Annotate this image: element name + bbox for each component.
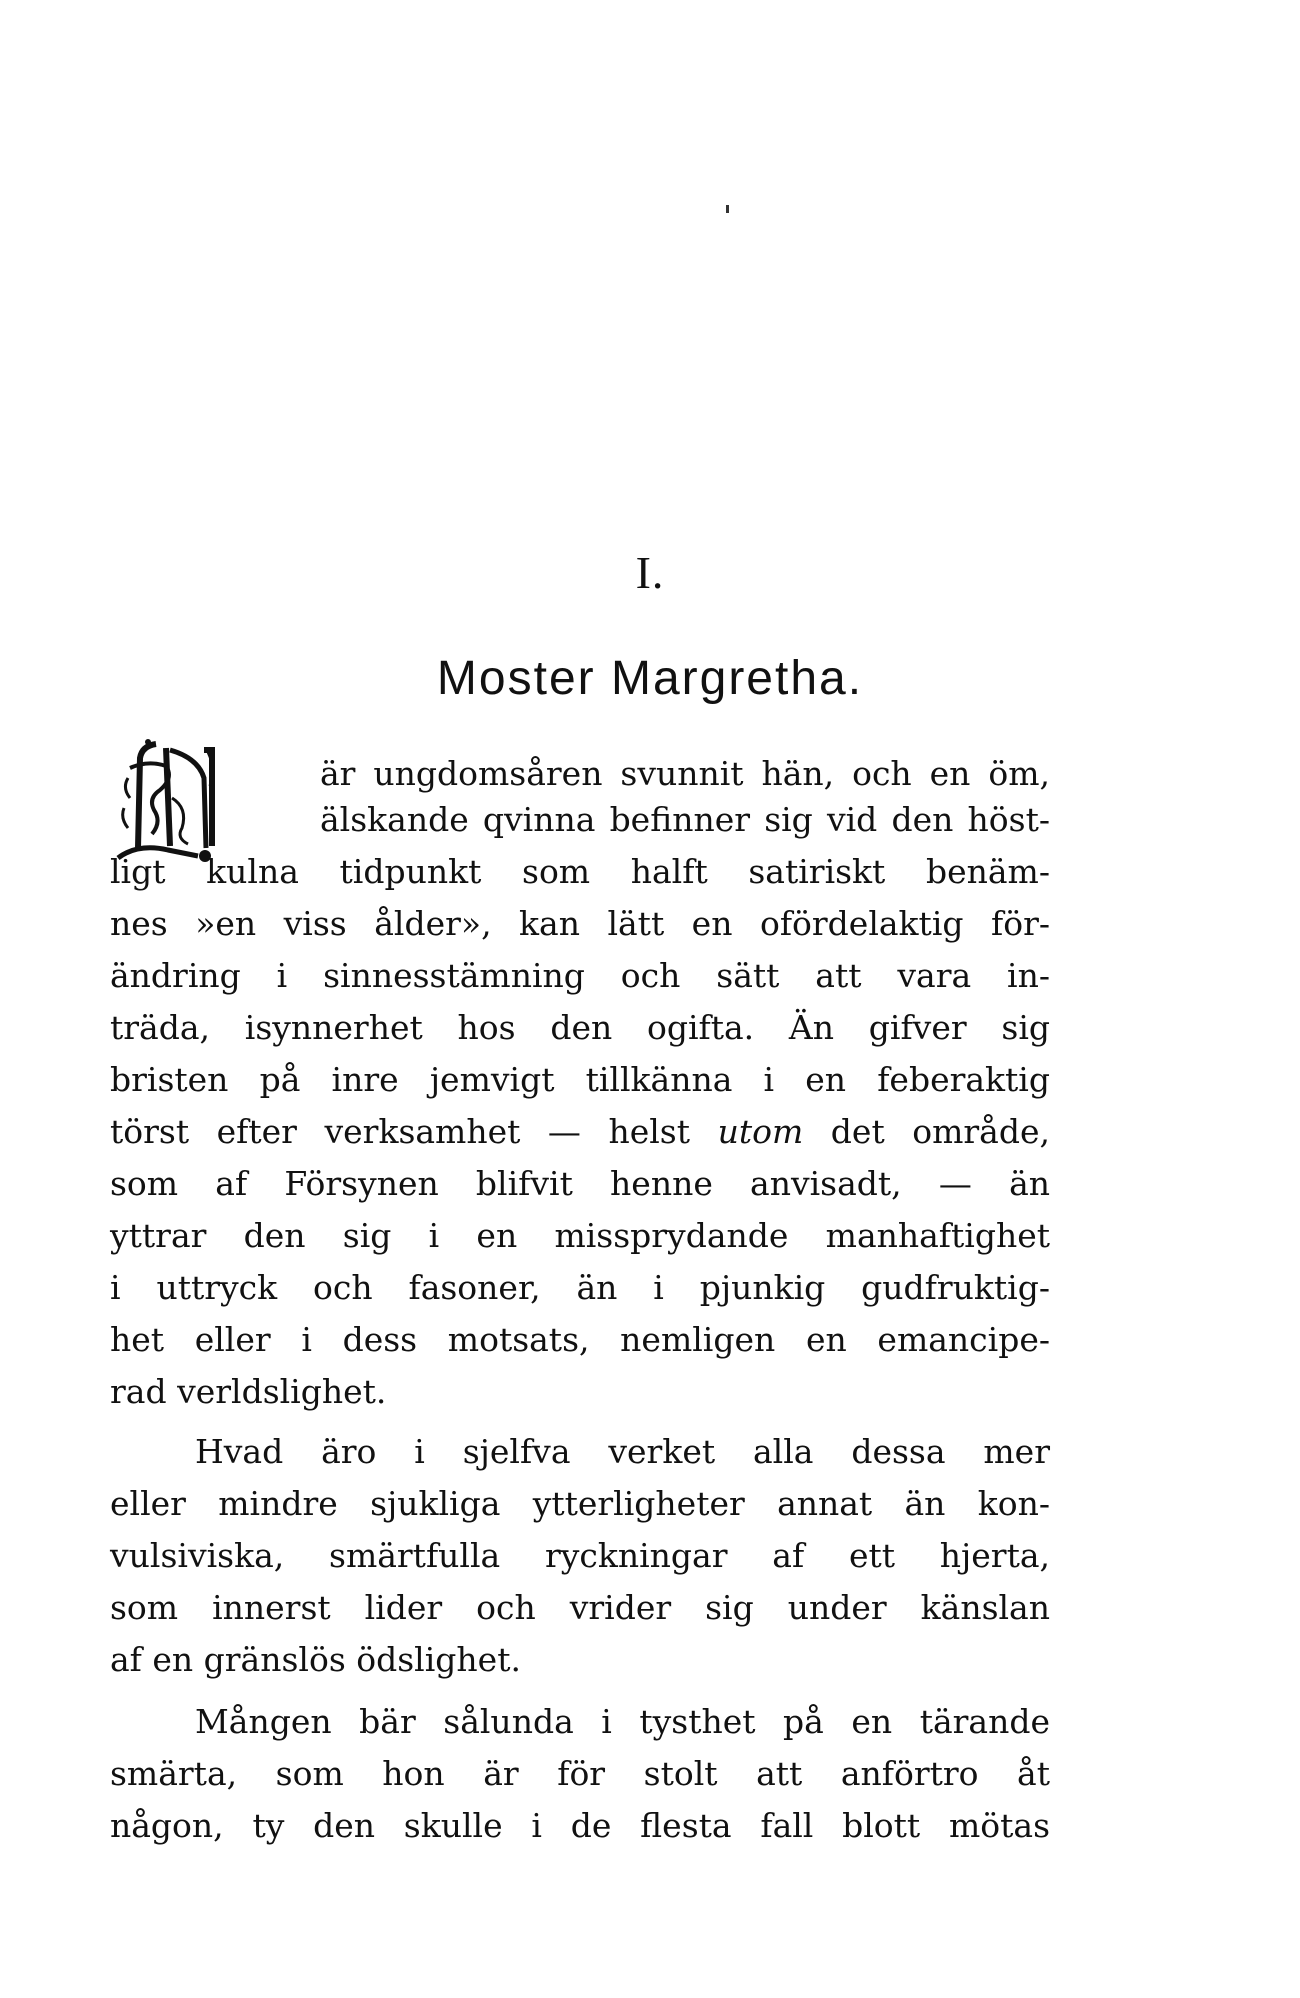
text-line: vulsiviska, smärtfulla ryckningar af ett hjerta, bbox=[110, 1536, 1050, 1575]
chapter-number: I. bbox=[635, 547, 665, 598]
text-line: het eller i dess motsats, nemligen en emancipe- bbox=[110, 1320, 1050, 1359]
text-line: ändring i sinnesstämning och sätt att vara in- bbox=[110, 956, 1050, 995]
text-line: nes »en viss ålder», kan lätt en ofördelaktig för- bbox=[110, 904, 1050, 943]
text-line: i uttryck och fasoner, än i pjunkig gudfruktig- bbox=[110, 1268, 1050, 1307]
text-line: ligt kulna tidpunkt som halft satiriskt benäm- bbox=[110, 852, 1050, 891]
text-line: är ungdomsåren svunnit hän, och en öm, bbox=[320, 754, 1050, 793]
text-line: som af Försynen blifvit henne anvisadt, — än bbox=[110, 1164, 1050, 1203]
text-line: rad verldslighet. bbox=[110, 1372, 387, 1411]
text-line: törst efter verksamhet — helst utom det område, bbox=[110, 1112, 1051, 1151]
text-line: smärta, som hon är för stolt att anförtro åt bbox=[110, 1754, 1050, 1793]
text-line: träda, isynnerhet hos den ogifta. Än gifver sig bbox=[110, 1008, 1050, 1047]
text-line: yttrar den sig i en missprydande manhaftighet bbox=[110, 1216, 1050, 1255]
print-speck bbox=[726, 205, 729, 213]
text-line: älskande qvinna befinner sig vid den höst- bbox=[320, 800, 1050, 839]
text-line: Hvad äro i sjelfva verket alla dessa mer bbox=[195, 1432, 1050, 1471]
chapter-title: Moster Margretha. bbox=[436, 652, 864, 705]
drop-cap-initial-icon bbox=[108, 738, 308, 868]
text-line: bristen på inre jemvigt tillkänna i en feberaktig bbox=[110, 1060, 1050, 1099]
text-line: någon, ty den skulle i de flesta fall blott mötas bbox=[110, 1806, 1050, 1845]
text-line: eller mindre sjukliga ytterligheter annat än kon- bbox=[110, 1484, 1050, 1523]
text-line: af en gränslös ödslighet. bbox=[110, 1640, 521, 1679]
text-line: som innerst lider och vrider sig under känslan bbox=[110, 1588, 1050, 1627]
text-line: Mången bär sålunda i tysthet på en tärande bbox=[195, 1702, 1050, 1741]
